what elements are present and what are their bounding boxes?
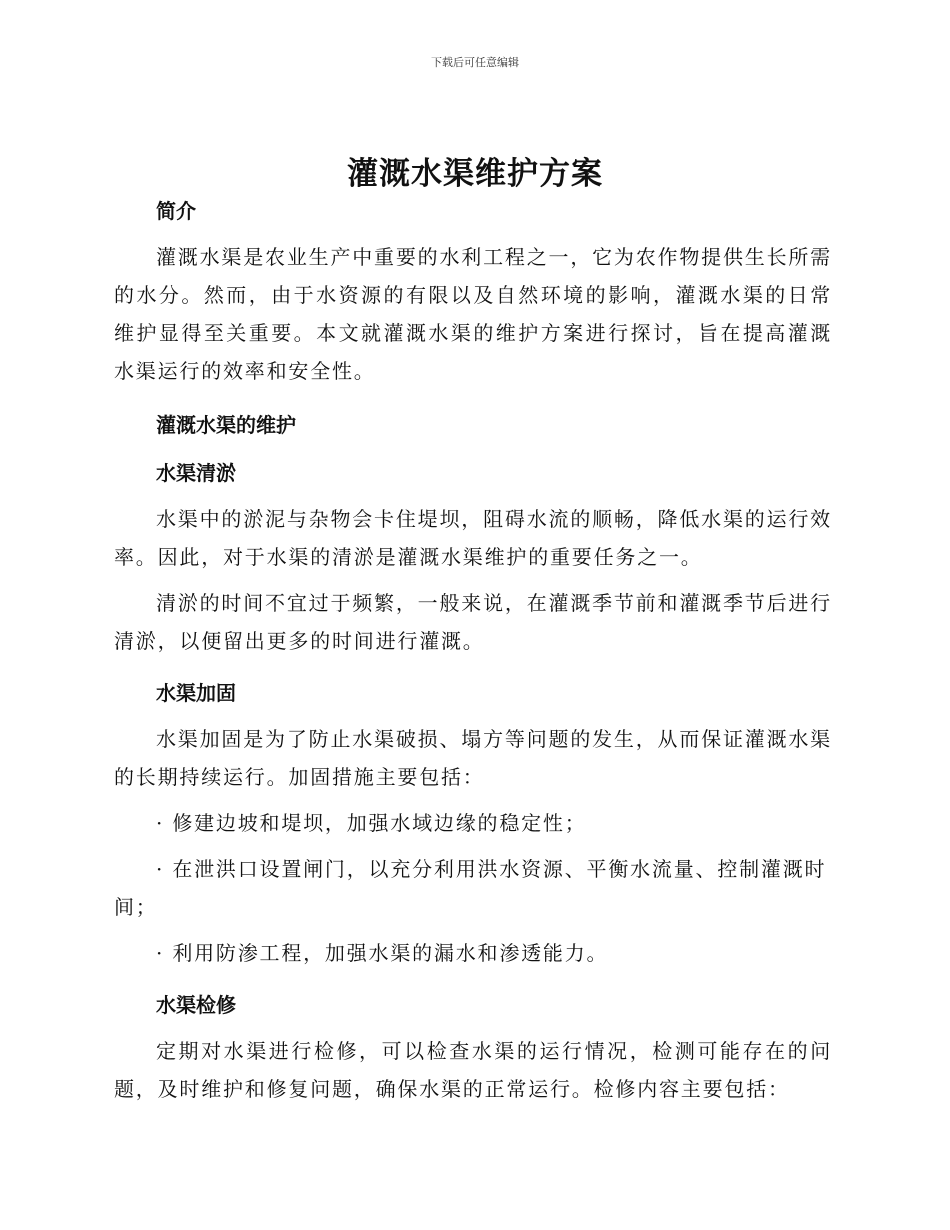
reinforcement-item: · 修建边坡和堤坝，加强水域边缘的稳定性； (156, 811, 587, 835)
dredging-paragraph-2: 清淤的时间不宜过于频繁，一般来说，在灌溉季节前和灌溉季节后进行清淤，以便留出更多的时间进行灌溉。 (114, 591, 832, 653)
header-note: 下载后可任意编辑 (431, 56, 519, 69)
document-body (114, 196, 832, 1108)
intro-heading: 简介 (156, 199, 196, 223)
reinforcement-item: · 在泄洪口设置闸门，以充分利用洪水资源、平衡水流量、控制灌溉时间； (114, 857, 827, 919)
reinforcement-paragraph: 水渠加固是为了防止水渠破损、塌方等问题的发生，从而保证灌溉水渠的长期持续运行。加固措施主要包括： (114, 727, 832, 789)
document-title: 灌溉水渠维护方案 (347, 156, 603, 192)
inspection-heading: 水渠检修 (156, 993, 236, 1017)
dredging-paragraph-1: 水渠中的淤泥与杂物会卡住堤坝，阻碍水流的顺畅，降低水渠的运行效率。因此，对于水渠的清淤是灌溉水渠维护的重要任务之一。 (114, 507, 832, 569)
reinforcement-heading: 水渠加固 (156, 681, 236, 705)
intro-paragraph: 灌溉水渠是农业生产中重要的水利工程之一，它为农作物提供生长所需的水分。然而，由于水资源的有限以及自然环境的影响，灌溉水渠的日常维护显得至关重要。本文就灌溉水渠的维护方案进行探讨，旨在提高灌溉水渠运行的效率和安全性。 (114, 245, 832, 383)
inspection-paragraph: 定期对水渠进行检修，可以检查水渠的运行情况，检测可能存在的问题，及时维护和修复问题，确保水渠的正常运行。检修内容主要包括： (114, 1039, 832, 1101)
maintenance-heading: 灌溉水渠的维护 (156, 413, 296, 437)
reinforcement-item: · 利用防渗工程，加强水渠的漏水和渗透能力。 (156, 941, 609, 965)
dredging-heading: 水渠清淤 (156, 461, 236, 485)
